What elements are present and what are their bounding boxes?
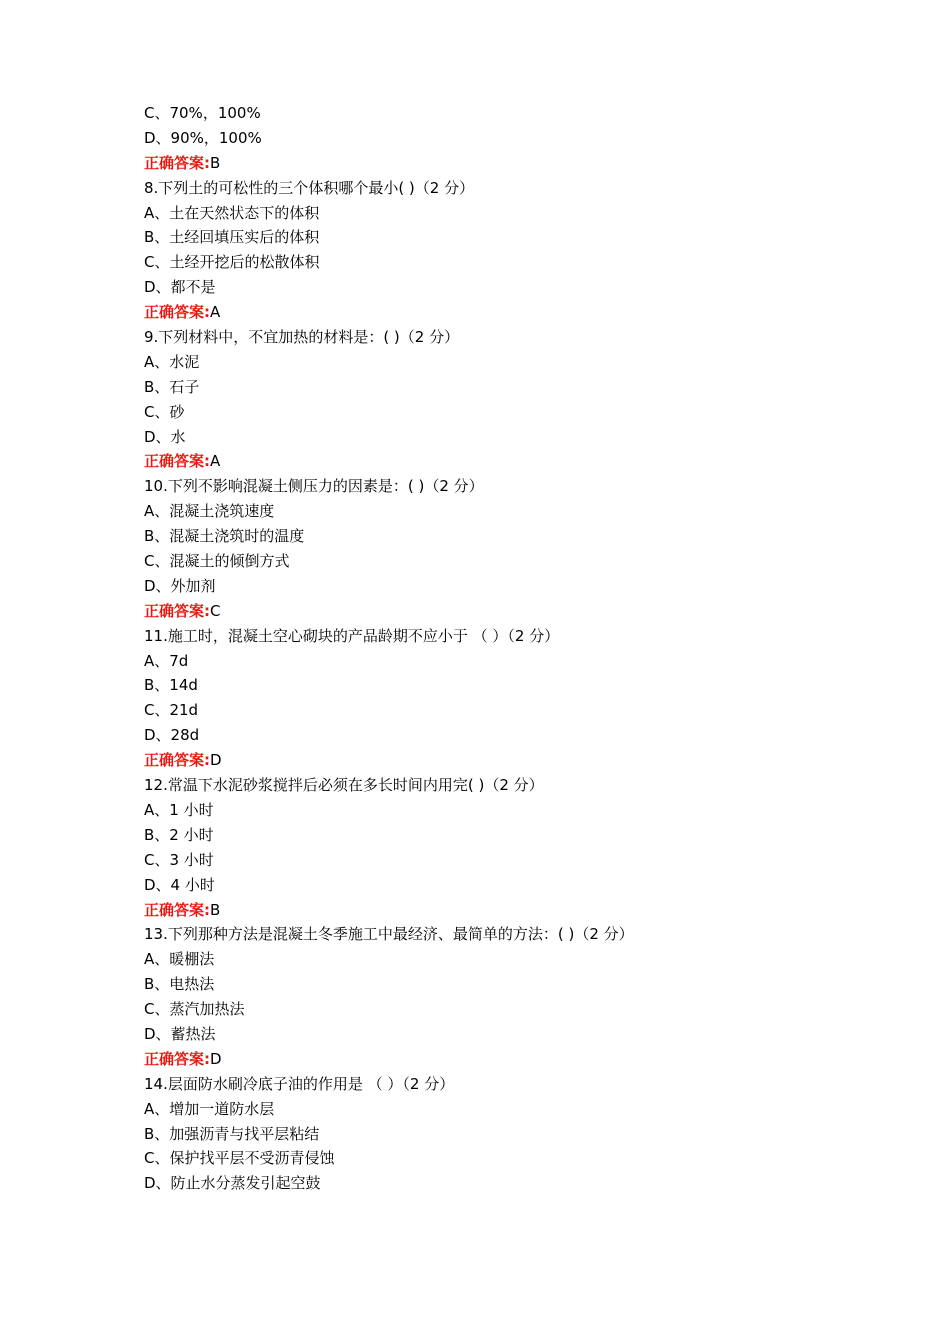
- option-text: A、土在天然状态下的体积: [144, 203, 320, 222]
- option-text: C、21d: [144, 701, 199, 720]
- answer-value: D: [210, 1049, 222, 1068]
- option-text: C、蒸汽加热法: [144, 1000, 245, 1019]
- answer-label: 正确答案:: [144, 303, 210, 322]
- option-text: D、90%，100%: [144, 128, 262, 147]
- option-text: A、水泥: [144, 352, 200, 371]
- answer-value: A: [210, 303, 221, 322]
- option-text: B、电热法: [144, 975, 215, 994]
- option-text: D、防止水分蒸发引起空鼓: [144, 1174, 321, 1193]
- option-text: C、保护找平层不受沥青侵蚀: [144, 1149, 335, 1168]
- question-text: 9.下列材料中，不宜加热的材料是：( )（2 分）: [144, 328, 460, 347]
- answer-line: [144, 748, 864, 773]
- answer-line: [144, 151, 864, 176]
- answer-value: D: [210, 751, 222, 770]
- answer-label: 正确答案:: [144, 900, 210, 919]
- option-text: C、3 小时: [144, 850, 214, 869]
- answer-label: 正确答案:: [144, 751, 210, 770]
- answer-label: 正确答案:: [144, 601, 210, 620]
- option-text: C、土经开挖后的松散体积: [144, 253, 320, 272]
- answer-label: 正确答案:: [144, 452, 210, 471]
- answer-line: [144, 449, 864, 474]
- answer-value: A: [210, 452, 221, 471]
- answer-line: [144, 599, 864, 624]
- option-text: D、都不是: [144, 278, 216, 297]
- question-text: 11.施工时，混凝土空心砌块的产品龄期不应小于 （ ）（2 分）: [144, 626, 560, 645]
- document-page: [144, 101, 864, 1196]
- question-text: 13.下列那种方法是混凝土冬季施工中最经济、最简单的方法：( )（2 分）: [144, 925, 634, 944]
- question-text: 14.层面防水刷冷底子油的作用是 （ ）（2 分）: [144, 1074, 455, 1093]
- option-text: A、混凝土浇筑速度: [144, 502, 275, 521]
- option-text: D、28d: [144, 726, 200, 745]
- option-text: B、石子: [144, 377, 200, 396]
- option-text: A、增加一道防水层: [144, 1099, 275, 1118]
- option-text: B、14d: [144, 676, 198, 695]
- option-text: D、蓄热法: [144, 1024, 216, 1043]
- answer-line: [144, 1047, 864, 1072]
- question-text: 12.常温下水泥砂浆搅拌后必须在多长时间内用完( )（2 分）: [144, 776, 544, 795]
- question-text: 10.下列不影响混凝土侧压力的因素是：( )（2 分）: [144, 477, 484, 496]
- option-text: D、4 小时: [144, 875, 215, 894]
- answer-label: 正确答案:: [144, 1049, 210, 1068]
- option-text: C、70%，100%: [144, 104, 261, 122]
- answer-value: C: [210, 601, 221, 620]
- question-text: 8.下列土的可松性的三个体积哪个最小( )（2 分）: [144, 178, 475, 197]
- answer-value: B: [210, 900, 221, 919]
- option-text: D、水: [144, 427, 186, 446]
- answer-line: [144, 898, 864, 923]
- option-text: A、1 小时: [144, 800, 214, 819]
- option-text: A、7d: [144, 651, 189, 670]
- option-text: B、2 小时: [144, 825, 214, 844]
- option-text: C、砂: [144, 402, 185, 421]
- option-text: D、外加剂: [144, 576, 216, 595]
- answer-line: [144, 300, 864, 325]
- answer-value: B: [210, 153, 221, 172]
- option-text: B、加强沥青与找平层粘结: [144, 1124, 320, 1143]
- option-text: B、混凝土浇筑时的温度: [144, 527, 305, 546]
- option-text: A、暖棚法: [144, 950, 215, 969]
- option-text: C、混凝土的倾倒方式: [144, 552, 290, 571]
- answer-label: 正确答案:: [144, 153, 210, 172]
- option-text: B、土经回填压实后的体积: [144, 228, 320, 247]
